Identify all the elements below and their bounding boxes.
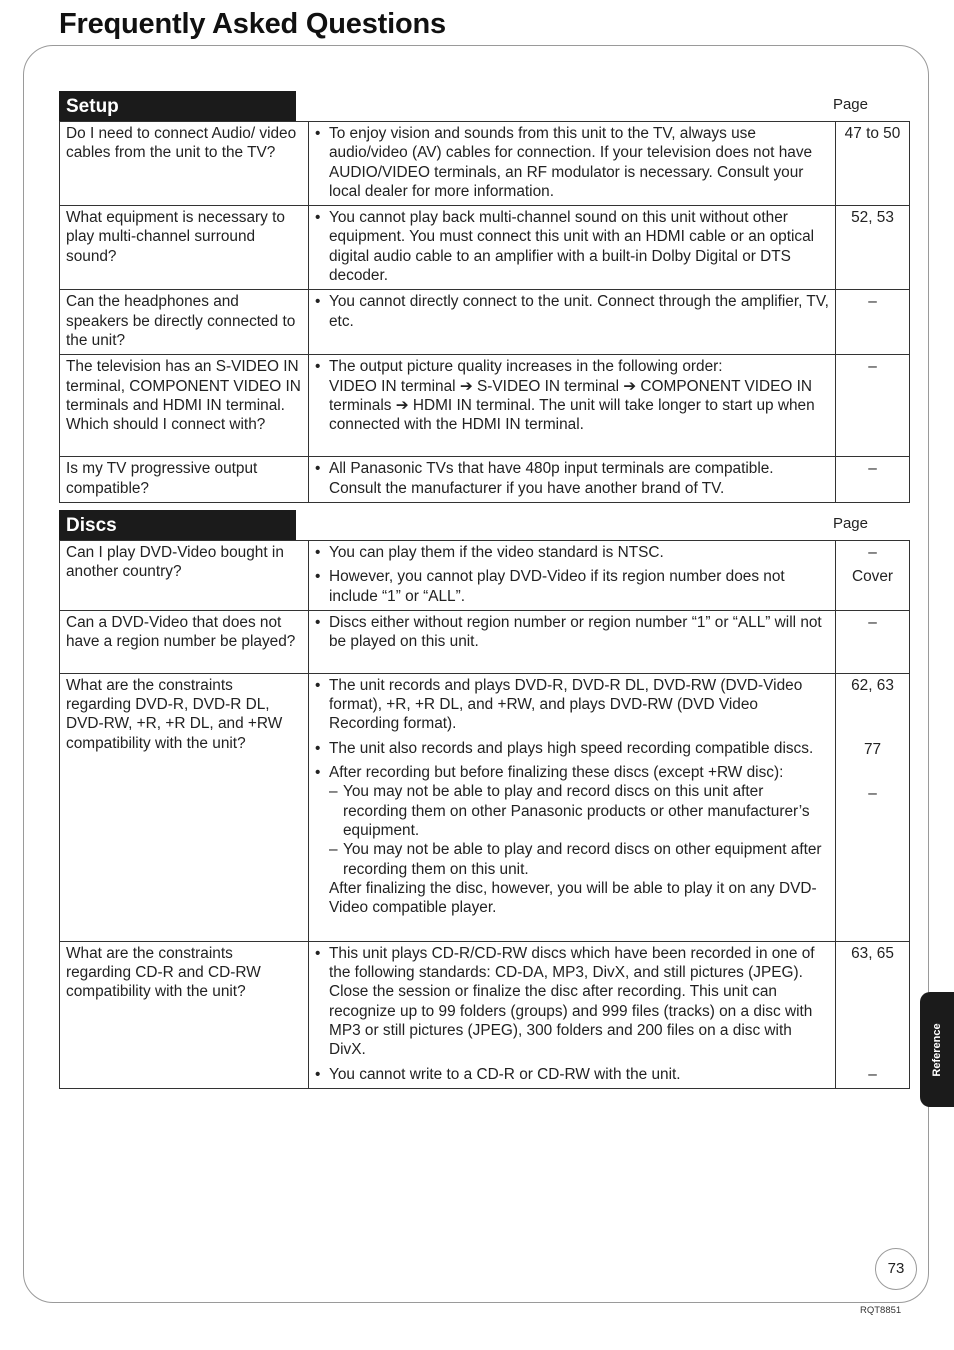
- faq-row: [60, 610, 910, 673]
- faq-row: [60, 290, 910, 355]
- model-code: RQT8851: [860, 1305, 902, 1316]
- faq-question: Do I need to connect Audio/ video cables from the unit to the TV?: [60, 122, 309, 206]
- answer-item: • This unit plays CD-R/CD-RW discs which have been recorded in one of the following standards: CD-DA, MP3, DivX, and still pictures (JPEG). Close the session or finalize the disc after recording. This unit can recognize up to 99 folders (groups) and 999 files (tracks) on a disc with MP3 or still pictures (JPEG), 300 folders and 200 files on a disc with DivX.: [315, 944, 829, 1060]
- page-ref: [836, 673, 910, 941]
- answer-subitem: – You may not be able to play and record discs on this unit after recording them on other Panasonic products or other manufacturer’s equipment.: [329, 782, 829, 840]
- page-ref: [836, 355, 910, 457]
- answer-item: • However, you cannot play DVD-Video if its region number does not include “1” or “ALL”.: [315, 567, 829, 606]
- page-column-label: Page: [832, 96, 868, 113]
- answer-item: • You can play them if the video standard is NTSC.: [315, 543, 829, 562]
- page-ref: [836, 122, 910, 206]
- answer-note: After finalizing the disc, however, you will be able to play it on any DVD-Video compatible player.: [329, 879, 817, 917]
- discs-section-title: Discs: [59, 510, 296, 540]
- faq-answer: [309, 610, 836, 673]
- answer-subitem: – You may not be able to play and record discs on other equipment after recording them on this unit.: [329, 840, 829, 879]
- page-ref-value: 52, 53: [851, 209, 894, 227]
- page-ref-value: –: [868, 544, 877, 561]
- faq-row: [60, 541, 910, 611]
- answer-item: • You cannot write to a CD-R or CD-RW with the unit.: [315, 1065, 829, 1084]
- faq-question: What are the constraints regarding DVD-R, DVD-R DL, DVD-RW, +R, +R DL, and +RW compatibility with the unit?: [60, 673, 309, 941]
- faq-row: [60, 941, 910, 1088]
- page-ref-value: –: [868, 613, 877, 631]
- answer-item: • The unit records and plays DVD-R, DVD-R DL, DVD-RW (DVD-Video format), +R, +R DL, and +RW, and plays DVD-RW (DVD Video Recording format).: [315, 676, 829, 734]
- page-ref-value: –: [868, 460, 877, 478]
- answer-item-text: The output picture quality increases in the following order:: [329, 358, 723, 376]
- faq-question: What are the constraints regarding CD-R and CD-RW compatibility with the unit?: [60, 941, 309, 1088]
- answer-item: • You cannot play back multi-channel sound on this unit without other equipment. You must connect this unit with an HDMI cable or an optical digital audio cable to an amplifier with a built-in Dolby Digital or DTS decoder.: [315, 208, 829, 285]
- faq-row: [60, 122, 910, 206]
- page-ref: [836, 610, 910, 673]
- page-ref-value: 63, 65: [851, 944, 894, 962]
- side-tab-label: Reference: [931, 1023, 943, 1077]
- faq-answer: [309, 673, 836, 941]
- page-ref: [836, 290, 910, 355]
- page-ref-value: –: [868, 784, 877, 802]
- page-ref-value: –: [868, 293, 877, 311]
- faq-answer: [309, 541, 836, 611]
- page-ref-value: Cover: [851, 568, 894, 585]
- faq-question: Can the headphones and speakers be directly connected to the unit?: [60, 290, 309, 355]
- faq-row: [60, 206, 910, 290]
- answer-item: • To enjoy vision and sounds from this unit to the TV, always use audio/video (AV) cables for connection. If your television does not have AUDIO/VIDEO terminals, an RF modulator is necessary. Consult your local dealer for more information.: [315, 124, 829, 201]
- page-ref-value: –: [868, 358, 877, 376]
- page-ref-value: 77: [863, 740, 882, 758]
- page-ref: [836, 206, 910, 290]
- answer-item: [315, 357, 829, 434]
- faq-answer: [309, 457, 836, 503]
- reference-side-tab: [920, 992, 954, 1107]
- page-column-label: Page: [832, 515, 868, 532]
- page-number: 73: [875, 1248, 917, 1290]
- page-ref: [836, 457, 910, 503]
- faq-answer: [309, 206, 836, 290]
- faq-row: [60, 457, 910, 503]
- discs-faq-table: [59, 540, 910, 1089]
- faq-answer: [309, 355, 836, 457]
- page-ref-value: 62, 63: [851, 676, 894, 694]
- page-ref-value: –: [868, 1065, 877, 1083]
- answer-item: • You cannot directly connect to the unit. Connect through the amplifier, TV, etc.: [315, 292, 829, 331]
- page-ref-value: 47 to 50: [844, 125, 901, 142]
- answer-item: • Discs either without region number or region number “1” or “ALL” will not be played on this unit.: [315, 613, 829, 652]
- discs-section: [59, 510, 894, 1089]
- faq-row: [60, 673, 910, 941]
- setup-section-title: Setup: [59, 91, 296, 121]
- page-title: Frequently Asked Questions: [59, 8, 446, 40]
- setup-section: [59, 91, 901, 503]
- page-ref: [836, 541, 910, 611]
- setup-faq-table: [59, 121, 910, 503]
- faq-answer: [309, 290, 836, 355]
- faq-question: What equipment is necessary to play multi-channel surround sound?: [60, 206, 309, 290]
- page-ref: [836, 941, 910, 1088]
- answer-item-text: After recording but before finalizing these discs (except +RW disc):: [329, 764, 784, 782]
- faq-question: Is my TV progressive output compatible?: [60, 457, 309, 503]
- faq-question: Can a DVD-Video that does not have a region number be played?: [60, 610, 309, 673]
- faq-answer: [309, 941, 836, 1088]
- faq-row: [60, 355, 910, 457]
- faq-answer: [309, 122, 836, 206]
- answer-item-continuation: VIDEO IN terminal ➔ S-VIDEO IN terminal ➔ COMPONENT VIDEO IN terminals ➔ HDMI IN terminal. The unit will take longer to start up when connected with the HDMI IN terminal.: [329, 377, 815, 434]
- faq-question: The television has an S-VIDEO IN terminal, COMPONENT VIDEO IN terminals and HDMI IN terminal. Which should I connect with?: [60, 355, 309, 457]
- faq-question: Can I play DVD-Video bought in another country?: [60, 541, 309, 611]
- answer-item: • The unit also records and plays high speed recording compatible discs.: [315, 739, 829, 758]
- answer-item: • All Panasonic TVs that have 480p input terminals are compatible. Consult the manufacturer if you have another brand of TV.: [315, 459, 829, 498]
- answer-item: [315, 763, 829, 917]
